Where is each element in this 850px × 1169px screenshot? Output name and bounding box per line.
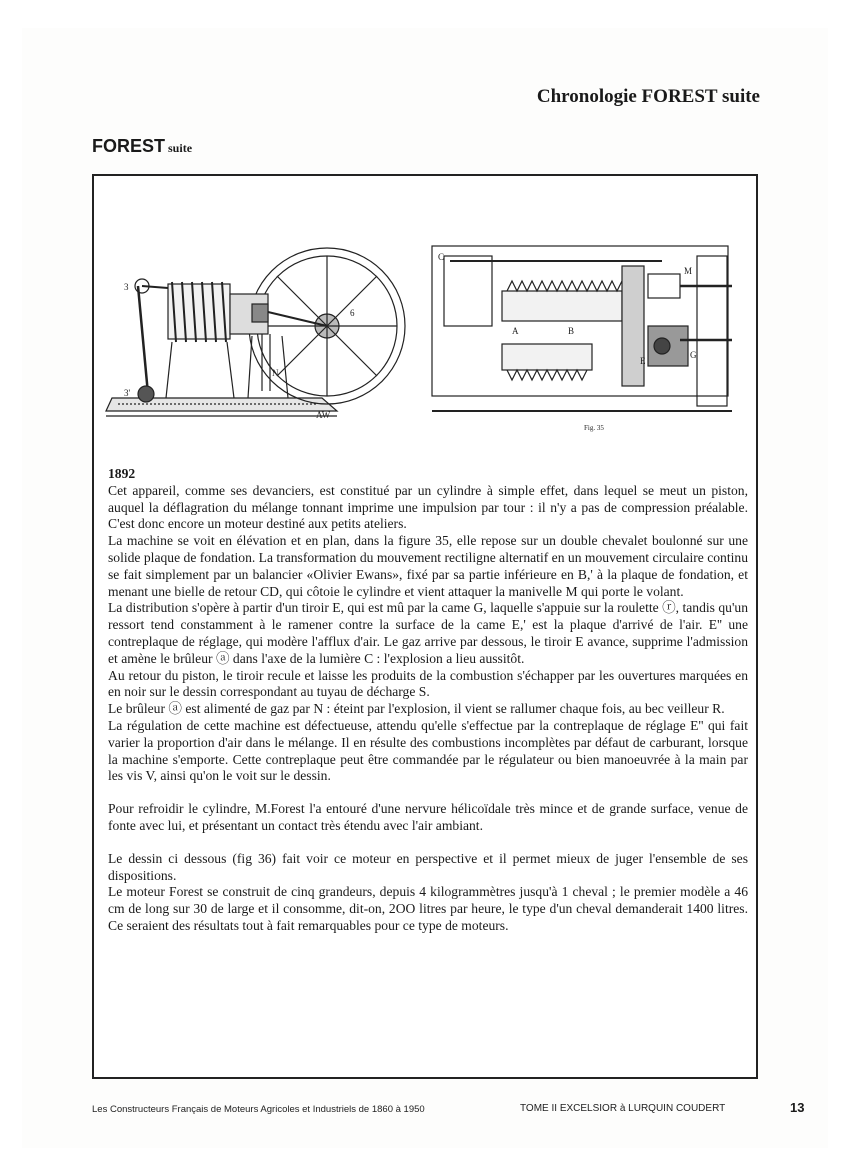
article-text: [108, 466, 748, 935]
section-title: [92, 136, 192, 157]
label-g: G: [690, 350, 697, 360]
label-a: A: [512, 326, 519, 336]
paragraph: Pour refroidir le cylindre, M.Forest l'a entouré d'une nervure hélicoïdale très mince et de grande surface, venue de fonte avec lui, et présentant un contact très étendu avec l'air ambiant.: [108, 801, 748, 833]
section-title-main: FOREST: [92, 136, 166, 156]
paragraph: Le brûleur ⓐ est alimenté de gaz par N : éteint par l'explosion, il vient se rallumer chaque fois, au bec veilleur R.: [108, 701, 725, 717]
label-b: B: [568, 326, 575, 336]
label-3: 3: [124, 282, 129, 292]
label-m: M: [684, 266, 693, 276]
paragraph: Le moteur Forest se construit de cinq grandeurs, depuis 4 kilogrammètres jusqu'à 1 cheval ; le premier modèle a 46 cm de long sur 30 de large et il consomme, dit-on, 2OO litres par heure, le type d'un cheval demanderait 1400 litres. Ce seraient des résultats tout à fait remarquables pour ce type de moteurs.: [108, 884, 748, 933]
paragraph: La distribution s'opère à partir d'un tiroir E, qui est mû par la came G, laquelle s'appuie sur la roulette ⓡ, tandis qu'un ressort tend constamment à le ramener contre la surface de la came E,' est la plaque d'arrivé de l'air. E'' une contreplaque de réglage, qui modère l'afflux d'air. Le gaz arrive par dessous, le tiroir E avance, supprime l'admission et amène le brûleur ⓐ dans l'axe de la lumière C : l'explosion a lieu aussitôt.: [108, 600, 748, 666]
label-3-prime: 3': [124, 388, 131, 398]
paragraph: Cet appareil, comme ses devanciers, est constitué par un cylindre à simple effet, dans lequel se meut un piston, auquel la déflagration du mélange tonnant imprime une impulsion par tour : il n'y a pas de compression préalable. C'est donc encore un moteur destiné aux petits ateliers.: [108, 482, 748, 532]
paragraph-gap: [108, 835, 748, 851]
paragraph: La machine se voit en élévation et en plan, dans la figure 35, elle repose sur un double chevalet boulonné sur une solide plaque de fondation. La transformation du mouvement rectiligne alternatif en un mouvement circulaire continu se fait simplement par un balancier «Olivier Ewans», fixé par sa partie inférieure en B,' à la plaque de fondation, et menant une bielle de retour CD, qui côtoie le cylindre et vient attaquer la manivelle M qui porte le volant.: [108, 533, 748, 599]
article-frame: [92, 174, 758, 1079]
label-c: C: [438, 252, 445, 262]
engine-drawing: [102, 216, 752, 456]
paragraph: Le dessin ci dessous (fig 36) fait voir ce moteur en perspective et il permet mieux de juger l'ensemble de ses dispositions.: [108, 850, 748, 883]
label-aw: AW: [316, 410, 331, 420]
footer-book-title: Les Constructeurs Français de Moteurs Agricoles et Industriels de 1860 à 1950: [92, 1104, 425, 1115]
footer-volume: TOME II EXCELSIOR à LURQUIN COUDERT: [520, 1103, 726, 1114]
running-head: Chronologie FOREST suite: [536, 86, 760, 107]
figure-caption: Fig. 35: [584, 424, 604, 432]
engine-figure: [102, 216, 752, 456]
page-number: 13: [790, 1100, 805, 1115]
article-year: 1892: [108, 466, 136, 481]
paragraph: La régulation de cette machine est défectueuse, attendu qu'elle s'effectue par la contreplaque de réglage E'' qui fait varier la proportion d'air dans le mélange. Il en résulte des combustions incomplètes par défaut de carburant, lorsque la machine s'emporte. Cette contreplaque peut être commandée par le régulateur ou bien manoeuvrée à la main par les vis V, ainsi qu'on le voit sur le dessin.: [108, 717, 748, 784]
paragraph-gap: [108, 785, 748, 801]
label-6: 6: [350, 308, 355, 318]
section-title-suffix: suite: [168, 141, 193, 155]
label-e: E: [640, 356, 646, 366]
paragraph: Au retour du piston, le tiroir recule et laisse les produits de la combustion s'échapper par les ouvertures marquées en en noir sur le dessin correspondant au tuyau de décharge S.: [108, 667, 748, 700]
label-n: N: [272, 368, 279, 378]
